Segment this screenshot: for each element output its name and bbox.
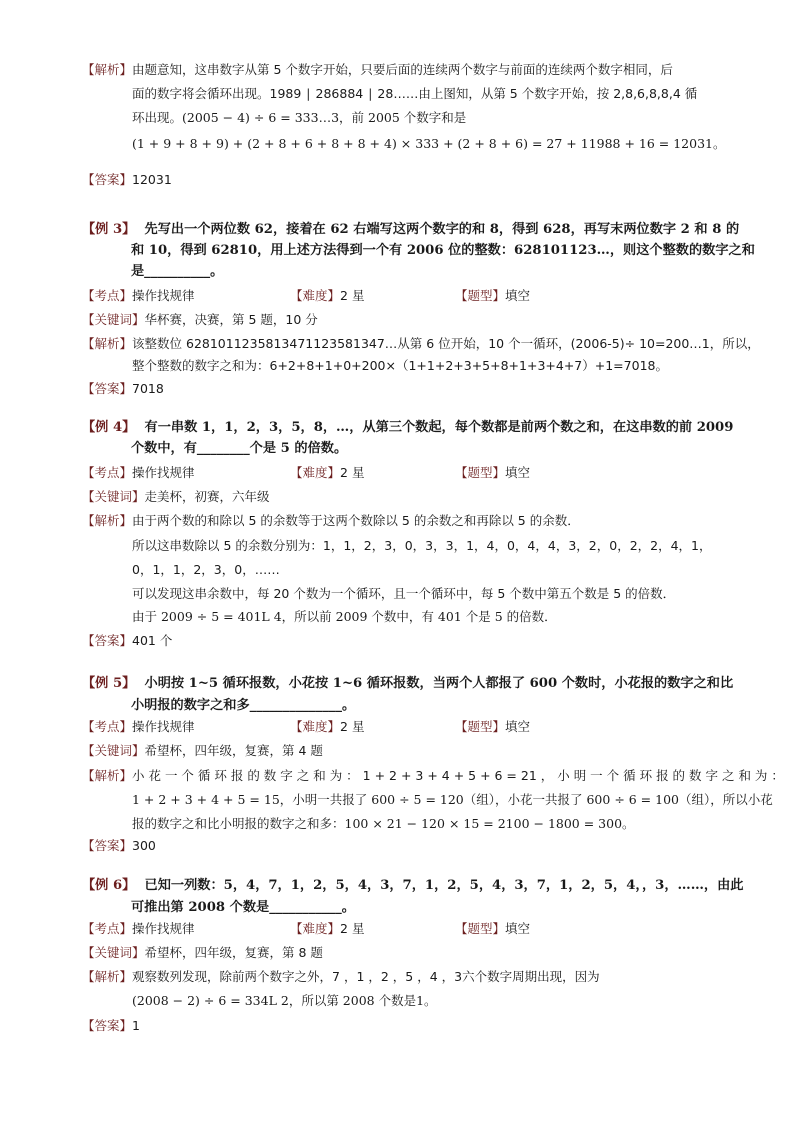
ex3-nandu: 【难度】2 星: [290, 288, 365, 303]
answer-label: 【答案】: [82, 172, 133, 187]
ex6-title-line-1: 【例 6】 已知一列数：5，4，7，1，2，5，4，3，7，1，2，5，4，3，7，1，2，5，4，，3，……，由此: [82, 878, 744, 893]
ex4-jiexi-line-2: 所以这串数除以 5 的余数分别为：1，1，2，3，0，3，3，1，4，0，4，4，3，2，0，2，2，4，1，: [132, 538, 712, 553]
ex5-keyword: 【关键词】希望杯，四年级，复赛，第 4 题: [82, 743, 323, 758]
ex3-title-line-1: 【例 3】 先写出一个两位数 62，接着在 62 右端写这两个数字的和 8，得到 628，再写末两位数字 2 和 8 的: [82, 222, 740, 237]
ex4-kaodian: 【考点】操作找规律: [82, 465, 195, 480]
ex5-label: 【例 5】: [82, 676, 136, 691]
intro-answer: 【答案】12031: [82, 172, 172, 187]
ex5-jiexi-line-3: 报的数字之和比小明报的数字之和多：100 × 21 − 120 × 15 = 2100 − 1800 = 300。: [132, 816, 635, 831]
ex4-jiexi-line-5: 由于 2009 ÷ 5 = 401L 4，所以前 2009 个数中，有 401 个是 5 的倍数．: [132, 609, 557, 624]
ex5-tixing: 【题型】填空: [455, 719, 531, 734]
ex5-title-line-1: 【例 5】 小明按 1~5 循环报数，小花按 1~6 循环报数，当两个人都报了 600 个数时，小花报的数字之和比: [82, 676, 734, 691]
ex5-title-line-2: 小明报的数字之和多______________。: [131, 698, 356, 713]
ex4-title-line-1: 【例 4】 有一串数 1，1，2，3，5，8，…，从第三个数起，每个数都是前两个数之和，在这串数的前 2009: [82, 420, 734, 435]
ex6-title-line-2: 可推出第 2008 个数是___________。: [131, 900, 355, 915]
jiexi-label: 【解析】: [82, 62, 133, 77]
ex3-jiexi-line-1: 【解析】该整数位 6281011235813471123581347…从第 6 位开始，10 个一循环，(2006-5)÷ 10=200…1，所以，: [82, 336, 760, 351]
ex5-nandu: 【难度】2 星: [290, 719, 365, 734]
ex5-answer: 【答案】300: [82, 838, 156, 853]
ex3-title-line-3: 是__________。: [131, 264, 224, 279]
intro-jiexi-line-1: 【解析】由题意知，这串数字从第 5 个数字开始，只要后面的连续两个数字与前面的连续两个数字相同，后: [82, 62, 673, 77]
ex6-answer: 【答案】1: [82, 1018, 140, 1033]
ex3-kaodian: 【考点】操作找规律: [82, 288, 195, 303]
intro-jiexi-line-4: (1 + 9 + 8 + 9) + (2 + 8 + 6 + 8 + 8 + 4) × 333 + (2 + 8 + 6) = 27 + 11988 + 16 = 12031。: [132, 136, 726, 151]
ex4-jiexi-line-1: 【解析】由于两个数的和除以 5 的余数等于这两个数除以 5 的余数之和再除以 5 的余数．: [82, 513, 580, 528]
ex4-jiexi-line-4: 可以发现这串余数中，每 20 个数为一个循环，且一个循环中，每 5 个数中第五个数是 5 的倍数．: [132, 586, 676, 601]
ex4-tixing: 【题型】填空: [455, 465, 531, 480]
ex4-keyword: 【关键词】走美杯，初赛，六年级: [82, 489, 270, 504]
ex6-nandu: 【难度】2 星: [290, 921, 365, 936]
ex4-answer: 【答案】401 个: [82, 633, 173, 648]
ex4-label: 【例 4】: [82, 420, 136, 435]
ex3-title-line-2: 和 10，得到 62810，用上述方法得到一个有 2006 位的整数：628101123…，则这个整数的数字之和: [131, 243, 755, 258]
ex4-title-line-2: 个数中，有________个是 5 的倍数。: [131, 441, 348, 456]
ex4-nandu: 【难度】2 星: [290, 465, 365, 480]
ex3-tixing: 【题型】填空: [455, 288, 531, 303]
ex6-kaodian: 【考点】操作找规律: [82, 921, 195, 936]
ex4-jiexi-line-3: 0，1，1，2，3，0，……: [132, 562, 280, 577]
ex6-keyword: 【关键词】希望杯，四年级，复赛，第 8 题: [82, 945, 323, 960]
intro-jiexi-line-3: 环出现。(2005 − 4) ÷ 6 = 333…3，前 2005 个数字和是: [132, 110, 467, 125]
ex6-tixing: 【题型】填空: [455, 921, 531, 936]
ex6-jiexi-line-2: (2008 − 2) ÷ 6 = 334L 2，所以第 2008 个数是1。: [132, 993, 437, 1008]
ex5-jiexi-line-1: 【解析】小 花 一 个 循 环 报 的 数 字 之 和 为 ： 1 + 2 + 3 + 4 + 5 + 6 = 21 ， 小 明 一 个 循 环 报 的 数 字 之 和 为 ：: [82, 768, 784, 783]
ex3-answer: 【答案】7018: [82, 381, 164, 396]
intro-jiexi-line-2: 面的数字将会循环出现。1989 ∣ 286884 ∣ 28……由上图知，从第 5 个数字开始，按 2,8,6,8,8,4 循: [132, 86, 698, 101]
ex6-jiexi-line-1: 【解析】观察数列发现，除前两个数字之外，7 ，1 ，2 ，5 ，4 ，3六个数字周期出现，因为: [82, 969, 600, 984]
ex3-label: 【例 3】: [82, 222, 136, 237]
ex3-keyword: 【关键词】华杯赛，决赛，第 5 题，10 分: [82, 312, 318, 327]
ex5-jiexi-line-2: 1 + 2 + 3 + 4 + 5 = 15，小明一共报了 600 ÷ 5 = 120（组），小花一共报了 600 ÷ 6 = 100（组），所以小花: [132, 792, 773, 807]
ex6-label: 【例 6】: [82, 878, 136, 893]
ex5-kaodian: 【考点】操作找规律: [82, 719, 195, 734]
ex3-jiexi-line-2: 整个整数的数字之和为：6+2+8+1+0+200×（1+1+2+3+5+8+1+3+4+7）+1=7018。: [132, 358, 668, 373]
